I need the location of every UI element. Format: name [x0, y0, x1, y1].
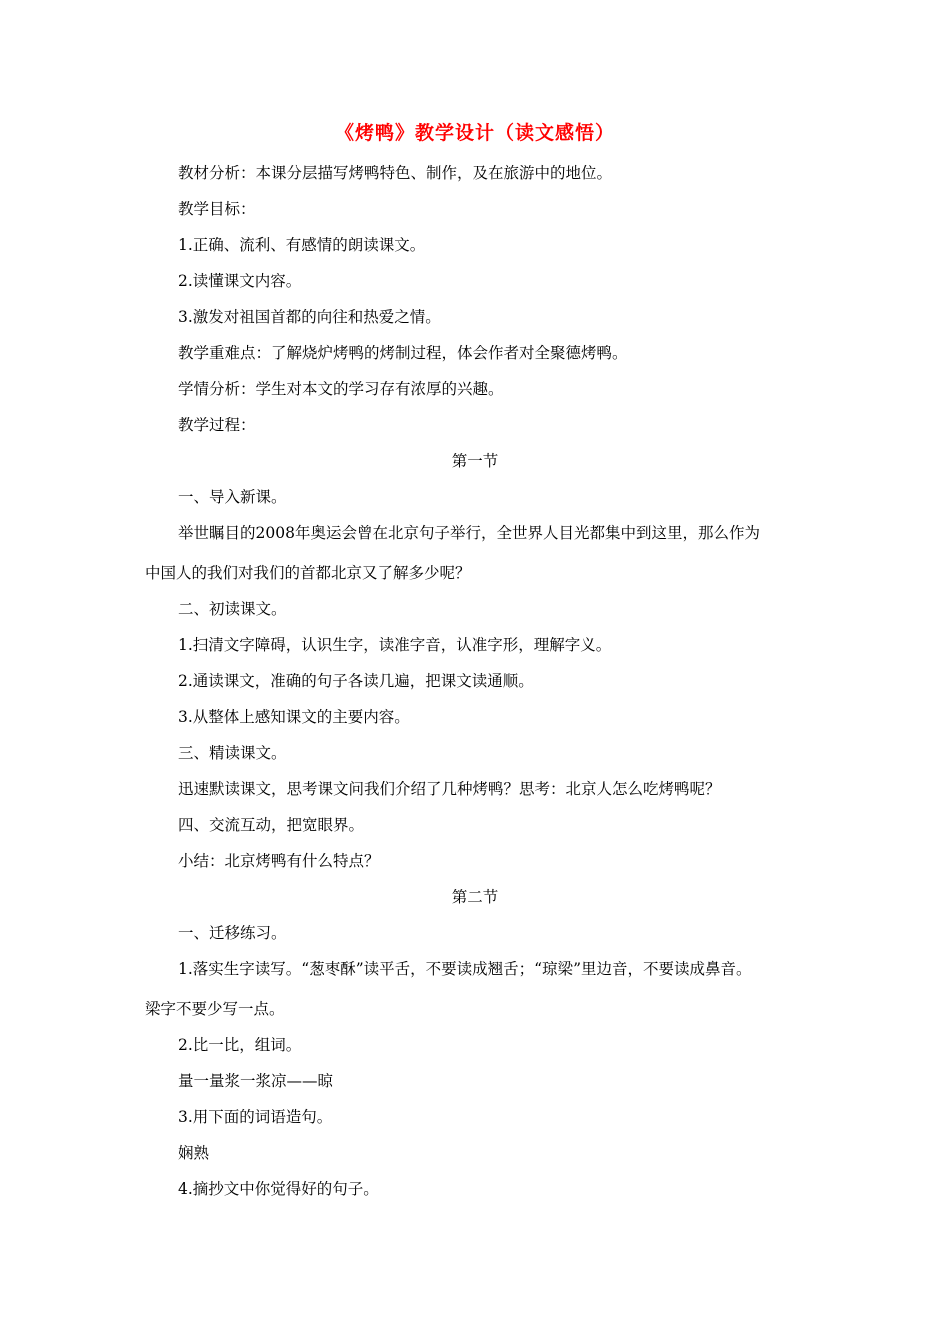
paragraph-line: 迅速默读课文，思考课文问我们介绍了几种烤鸭？思考：北京人怎么吃烤鸭呢？ [178, 780, 721, 798]
list-item: 4.摘抄文中你觉得好的句子。 [178, 1180, 379, 1198]
list-item: 2.比一比，组词。 [178, 1036, 302, 1054]
summary-line: 小结：北京烤鸭有什么特点？ [178, 852, 380, 870]
step-heading: 二、初读课文。 [178, 600, 287, 618]
goal-item-1: 1.正确、流利、有感情的朗读课文。 [178, 236, 426, 254]
list-item: 3.用下面的词语造句。 [178, 1108, 333, 1126]
teaching-process-heading: 教学过程： [178, 416, 256, 434]
list-item: 2.通读课文，准确的句子各读几遍，把课文读通顺。 [178, 672, 534, 690]
list-item: 1.扫清文字障碍，认识生字，读准字音，认准字形，理解字义。 [178, 636, 612, 654]
step-heading: 一、迁移练习。 [178, 924, 287, 942]
paragraph-line: 中国人的我们对我们的首都北京又了解多少呢？ [145, 564, 471, 582]
material-analysis: 教材分析：本课分层描写烤鸭特色、制作，及在旅游中的地位。 [178, 164, 613, 182]
goal-item-2: 2.读懂课文内容。 [178, 272, 302, 290]
step-heading: 三、精读课文。 [178, 744, 287, 762]
list-item: 1.落实生字读写。“葱枣酥”读平舌，不要读成翘舌；“琼梁”里边音，不要读成鼻音。 [178, 960, 752, 978]
section-heading-2: 第二节 [451, 888, 499, 906]
paragraph-line: 梁字不要少写一点。 [145, 1000, 285, 1018]
goal-item-3: 3.激发对祖国首都的向往和热爱之情。 [178, 308, 441, 326]
step-heading: 四、交流互动，把宽眼界。 [178, 816, 365, 834]
paragraph-line: 举世瞩目的2008年奥运会曾在北京句子举行，全世界人目光都集中到这里，那么作为 [178, 524, 760, 542]
student-analysis: 学情分析：学生对本文的学习存有浓厚的兴趣。 [178, 380, 504, 398]
section-heading-1: 第一节 [451, 452, 499, 470]
paragraph-line: 量一量浆一浆凉——晾 [178, 1072, 334, 1090]
document-title: 《烤鸭》教学设计（读文感悟） [334, 122, 615, 144]
teaching-goals-heading: 教学目标： [178, 200, 256, 218]
step-heading: 一、导入新课。 [178, 488, 287, 506]
key-difficulties: 教学重难点：了解烧炉烤鸭的烤制过程，体会作者对全聚德烤鸭。 [178, 344, 628, 362]
paragraph-line: 娴熟 [178, 1144, 210, 1162]
list-item: 3.从整体上感知课文的主要内容。 [178, 708, 410, 726]
